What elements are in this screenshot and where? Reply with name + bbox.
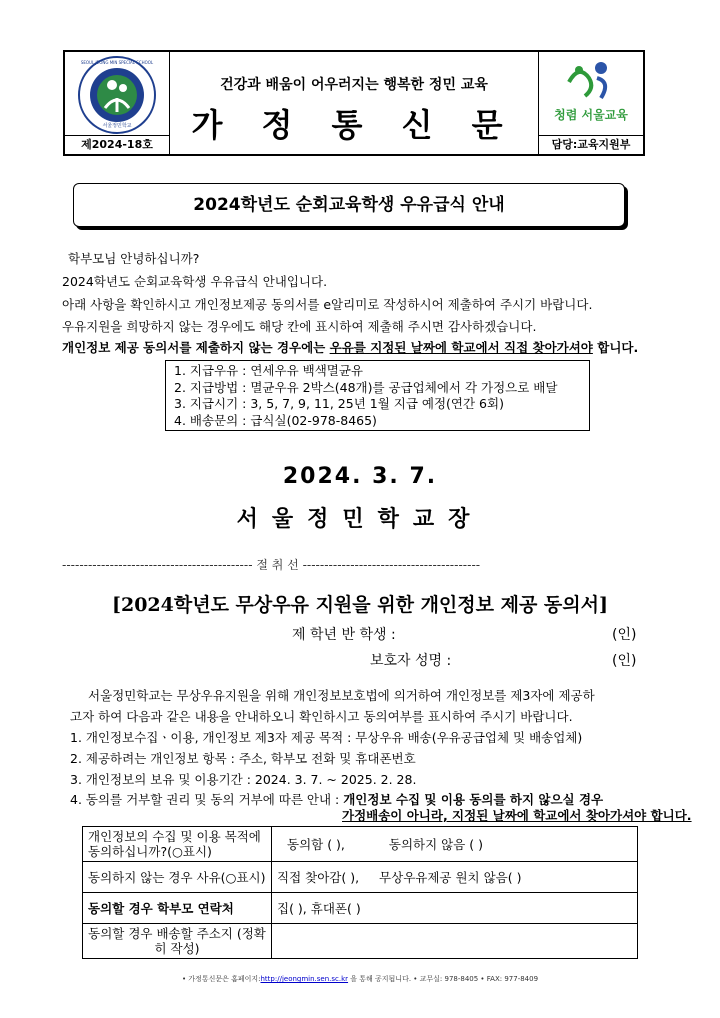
pickup-option[interactable]: 직접 찾아감( ), — [277, 870, 360, 885]
address-label: 동의할 경우 배송할 주소지 (정확히 작성) — [83, 924, 272, 959]
school-seal-panel — [65, 52, 170, 154]
notice-date: 2024. 3. 7. — [282, 464, 438, 489]
seoul-education-logo-icon — [539, 52, 643, 138]
footer-prefix: • 가정통신문은 홈페이지: — [181, 975, 261, 983]
footer — [0, 974, 720, 984]
refusal-reason-label: 동의하지 않는 경우 사유(○표시) — [83, 862, 272, 893]
refusal-notice-2: 가정배송이 아니라, 지정된 날짜에 학교에서 찾아가셔야 합니다. — [342, 808, 692, 823]
principal-signature: 서울정민학교장 — [236, 507, 484, 532]
contact-field[interactable]: 집( ), 휴대폰( ) — [272, 893, 638, 924]
address-field[interactable] — [272, 924, 638, 959]
info-item: 1. 지급우유 : 연세우유 백색멸균유 — [174, 363, 364, 378]
consent-intro-2: 고자 하여 다음과 같은 내용을 안내하오니 확인하시고 동의여부를 표시하여 주시기 바랍니다. — [70, 709, 573, 724]
consent-item-1: 1. 개인정보수집ㆍ이용, 개인정보 제3자 제공 목적 : 무상우유 배송(우유공급업체 및 배송업체) — [70, 730, 583, 745]
consent-item-2: 2. 제공하려는 개인정보 항목 : 주소, 학부모 전화 및 휴대폰번호 — [70, 751, 416, 766]
milk-info-box — [165, 360, 590, 431]
warning-text-c: 합니다. — [592, 340, 639, 355]
issue-number: 제2024-18호 — [65, 135, 169, 154]
consent-title: [2024학년도 무상우유 지원을 위한 개인정보 제공 동의서] — [112, 594, 608, 616]
consent-intro-1: 서울정민학교는 무상우유지원을 위해 개인정보보호법에 의거하여 개인정보를 제3자에 제공하 — [88, 688, 595, 703]
footer-suffix: 을 통해 공지됩니다. • 교무실: 978-8405 • FAX: 977-8409 — [348, 975, 539, 983]
consent-item-3: 3. 개인정보의 보유 및 이용기간 : 2024. 3. 7. ~ 2025. 2. 28. — [70, 772, 417, 787]
info-item: 4. 배송문의 : 급식실(02-978-8465) — [174, 412, 377, 428]
intro-line: 2024학년도 순회교육학생 우유급식 안내입니다. — [62, 274, 328, 289]
cut-line-label: 절 취 선 — [256, 558, 299, 572]
logo-text: 청렴 서울교육 — [554, 108, 628, 122]
info-item: 2. 지급방법 : 멸균우유 2박스(48개)를 공급업체에서 각 가정으로 배달 — [174, 379, 558, 395]
refusal-notice-1: 개인정보 수집 및 이용 동의를 하지 않으실 경우 — [343, 792, 604, 807]
cut-line-dashes: ----------------------------------------- — [298, 558, 481, 572]
consent-choice-cell — [272, 827, 638, 862]
slogan: 건강과 배움이 어우러지는 행복한 정민 교육 — [220, 77, 488, 93]
warning-text-b: 우유를 지정된 날짜에 학교에서 직접 찾아가셔야 — [329, 340, 593, 355]
warning-line — [62, 338, 638, 356]
warning-text-a: 개인정보 제공 동의서를 제출하지 않는 경우에는 — [62, 340, 330, 355]
newsletter-title: 가 정 통 신 문 — [191, 106, 517, 144]
student-info-label: 제 학년 반 학생 : — [292, 627, 396, 643]
cut-line — [62, 556, 662, 573]
school-seal-text: SEOUL JEONG MIN SPECIAL SCHOOL — [80, 60, 154, 65]
info-item: 3. 지급시기 : 3, 5, 7, 9, 11, 25년 1월 지급 예정(연간 6회) — [174, 396, 504, 411]
decline-milk-option[interactable]: 무상우유제공 원치 않음( ) — [379, 870, 522, 885]
disagree-option[interactable]: 동의하지 않음 ( ) — [388, 837, 484, 852]
table-row — [83, 893, 638, 924]
agree-option[interactable]: 동의함 ( ), — [287, 837, 345, 852]
homepage-link[interactable]: http://jeongmin.sen.sc.kr — [260, 975, 349, 983]
logo-panel — [538, 52, 643, 154]
student-seal-mark: (인) — [612, 627, 637, 643]
guardian-seal-mark: (인) — [612, 653, 637, 669]
instruction-line: 아래 사항을 확인하시고 개인정보제공 동의서를 e알리미로 작성하시어 제출하여 주시기 바랍니다. — [62, 297, 593, 312]
greeting-line: 학부모님 안녕하십니까? — [68, 251, 200, 266]
guardian-name-label: 보호자 성명 : — [370, 653, 452, 669]
header-center — [169, 52, 539, 154]
cut-line-dashes: -------------------------------------------- — [62, 558, 257, 572]
department: 담당:교육지원부 — [539, 135, 643, 154]
refusal-reason-cell — [272, 862, 638, 893]
consent-question-label: 개인정보의 수집 및 이용 목적에 동의하십니까?(○표시) — [83, 827, 272, 862]
opt-out-line: 우유지원을 희망하지 않는 경우에도 해당 칸에 표시하여 제출해 주시면 감사하겠습니다. — [62, 319, 537, 334]
table-row — [83, 862, 638, 893]
consent-table — [82, 826, 638, 959]
notice-title: 2024학년도 순회교육학생 우유급식 안내 — [73, 183, 625, 227]
consent-item-4-text: 4. 동의를 거부할 권리 및 동의 거부에 따른 안내 : — [70, 792, 344, 807]
table-row — [83, 827, 638, 862]
school-seal-bottom-text: 서울정민학교 — [102, 123, 132, 129]
contact-label: 동의할 경우 학부모 연락처 — [83, 893, 272, 924]
table-row — [83, 924, 638, 959]
newsletter-header — [63, 50, 645, 156]
